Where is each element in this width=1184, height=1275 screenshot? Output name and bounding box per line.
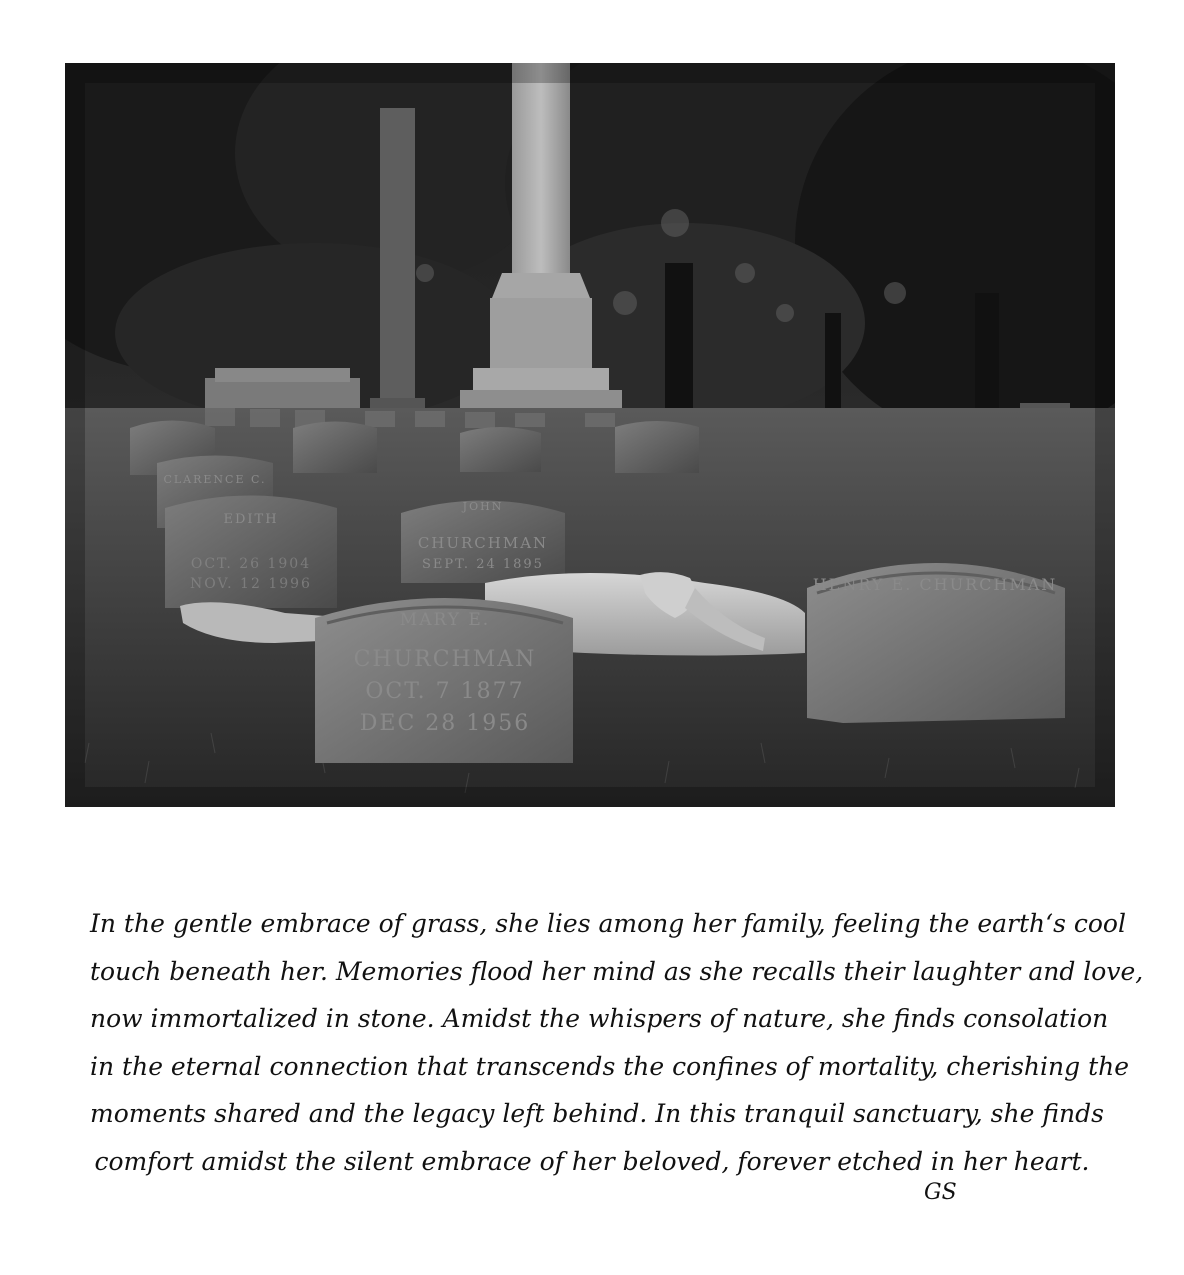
gravestone-mary xyxy=(315,598,573,763)
gravestone-mary-name: MARY E. xyxy=(399,610,491,630)
caption-line-2: touch beneath her. Memories flood her mind as she recalls their laughter and love, xyxy=(90,956,1144,986)
gravestone-mary-death: DEC 28 1956 xyxy=(359,711,531,736)
gravestone-edith-death: NOV. 12 1996 xyxy=(190,576,312,592)
caption-line-5: moments shared and the legacy left behind. In this tranquil sanctuary, she finds xyxy=(90,1099,1104,1128)
gravestone-henry xyxy=(807,563,1065,723)
author-signature: GS xyxy=(924,1180,957,1205)
gravestone-edith-birth: OCT. 26 1904 xyxy=(190,556,312,572)
gravestone-clarence-name: CLARENCE C. xyxy=(163,473,267,486)
gravestone-john-surname: CHURCHMAN xyxy=(417,534,549,552)
gravestone-edith xyxy=(165,496,337,609)
gravestone-john-date: SEPT. 24 1895 xyxy=(422,557,544,572)
gravestone-edith-name: EDITH xyxy=(223,512,279,527)
caption-line-4: in the eternal connection that transcends the confines of mortality, cherishing the xyxy=(90,1051,1130,1081)
caption-line-1: In the gentle embrace of grass, she lies among her family, feeling the earth‘s cool xyxy=(90,909,1126,938)
cemetery-photograph xyxy=(65,63,1115,807)
gravestone-john-name: JOHN xyxy=(462,500,504,513)
gravestone-mary-birth: OCT. 7 1877 xyxy=(365,679,525,704)
poem-caption xyxy=(90,900,1144,1185)
gravestone-mary-surname: CHURCHMAN xyxy=(353,647,537,672)
caption-line-3: now immortalized in stone. Amidst the whispers of nature, she finds consolation xyxy=(90,1004,1109,1033)
gravestone-henry-name: HENRY E. CHURCHMAN xyxy=(812,575,1058,594)
caption-line-6: comfort amidst the silent embrace of her beloved, forever etched in her heart. xyxy=(94,1146,1090,1176)
gravestone-john xyxy=(401,500,565,583)
cemetery-scene xyxy=(65,63,1115,807)
